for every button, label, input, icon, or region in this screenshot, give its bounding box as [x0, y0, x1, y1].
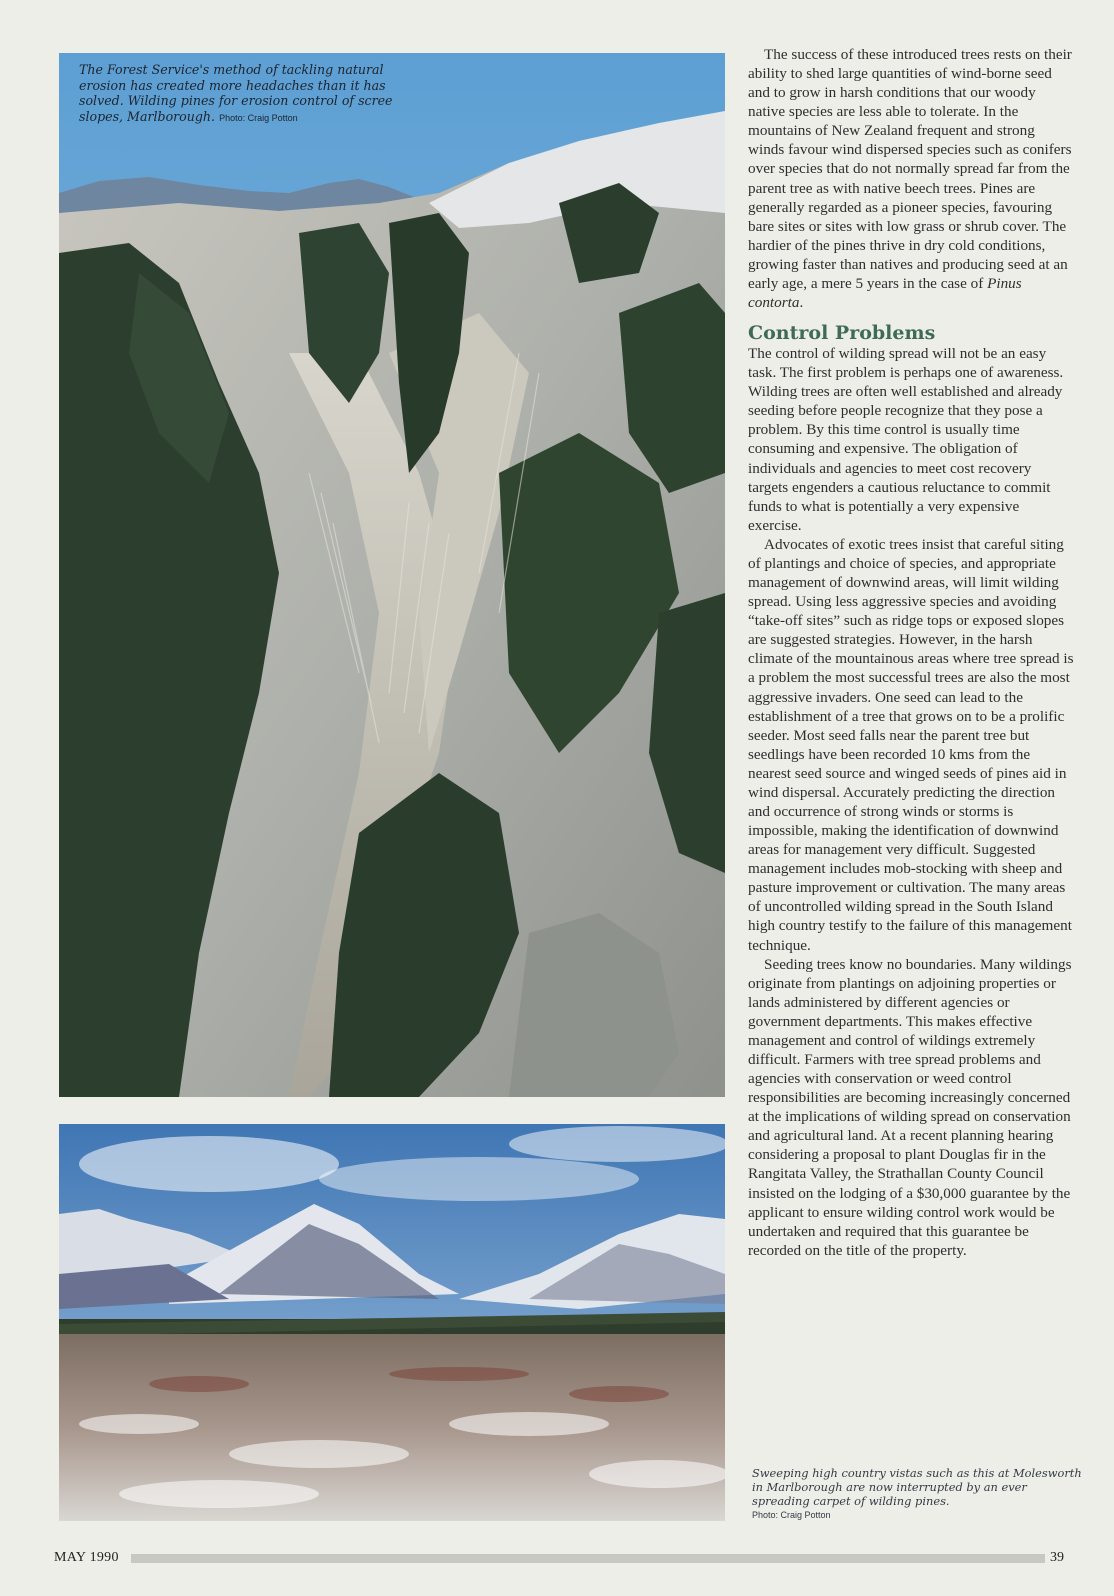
- article-p1-end: .: [799, 294, 804, 312]
- article-paragraph: [748, 45, 1074, 312]
- top-caption-text: The Forest Service's method of tackling natural erosion has created more headaches than it has solved. Wilding pines for erosion control of scree slopes, Marlborough.: [79, 62, 393, 124]
- bottom-caption-text: Sweeping high country vistas such as this at Molesworth in Marlborough are now interrupted by an ever spreading carpet of wilding pines.: [752, 1466, 1082, 1508]
- bottom-caption-credit: Photo: Craig Potton: [752, 1510, 831, 1520]
- section-heading: Control Problems: [748, 322, 936, 345]
- article-p4: Seeding trees know no boundaries. Many wildings originate from plantings on adjoining properties or lands administered by different agencies or government departments. This makes effective management and control of wildings extremely difficult. Farmers with tree spread problems and agencies with conservation or weed control responsibilities are becoming increasingly concerned at the implications of wilding spread on conservation and agricultural land. At a recent planning hearing considering a proposal to plant Douglas fir in the Rangitata Valley, the Strathallan County Council insisted on the lodging of a $30,000 guarantee by the applicant to ensure wilding control work would be undertaken and required that this guarantee be recorded on the title of the property.: [748, 955, 1072, 1259]
- article-p2: The control of wilding spread will not be an easy task. The first problem is perhaps one of awareness. Wilding trees are often well established and already seeding before people recognize that they pose a problem. By this time control is usually time consuming and expensive. The obligation of individuals and agencies to meet cost recovery targets engenders a cautious reluctance to commit funds to what is potentially a very expensive exercise.: [748, 345, 1064, 534]
- species-name-italic: Pinus contorta: [748, 274, 1022, 312]
- bottom-photo-caption: [752, 1466, 1082, 1522]
- top-caption-credit: Photo: Craig Potton: [219, 112, 298, 123]
- article-p3: Advocates of exotic trees insist that careful siting of plantings and choice of species, and appropriate management of downwind areas, will limit wilding spread. Using less aggressive species and avoiding “take-off sites” such as ridge tops or exposed slopes are suggested strategies. However, in the harsh climate of the mountainous areas where tree spread is a problem the most successful trees are also the most aggressive invaders. One seed can lead to the establishment of a tree that grows on to be a prolific seeder. Most seed falls near the parent tree but seedlings have been recorded 10 kms from the nearest seed source and winged seeds of pines aid in wind dispersal. Accurately predicting the direction and occurrence of strong winds or storms is impossible, making the identification of downwind areas for management very difficult. Suggested management includes mob-stocking with sheep and pasture improvement or cultivation. The many areas of uncontrolled wilding spread in the South Island high country testify to the failure of this management technique.: [748, 535, 1074, 954]
- photo-scree-slopes: [59, 53, 725, 1097]
- top-photo-caption: [79, 62, 409, 126]
- footer-rule: [131, 1554, 1045, 1563]
- page-number: 39: [1050, 1550, 1064, 1565]
- article-p1: The success of these introduced trees rests on their ability to shed large quantities of wind-borne seed and to grow in harsh conditions that our woody native species are less able to tolerate. In the mountains of New Zealand frequent and strong winds favour wind dispersed species such as conifers over species that do not normally spread far from the parent tree as with native beech trees. Pines are generally regarded as a pioneer species, favouring bare sites or sites with low grass or shrub cover. The hardier of the pines thrive in dry cold conditions, growing faster than natives and producing seed at an early age, a mere 5 years in the case of: [748, 46, 1072, 292]
- article-text-column: [748, 45, 1074, 1260]
- photo-high-country-vista: [59, 1124, 725, 1521]
- issue-date: MAY 1990: [54, 1550, 119, 1565]
